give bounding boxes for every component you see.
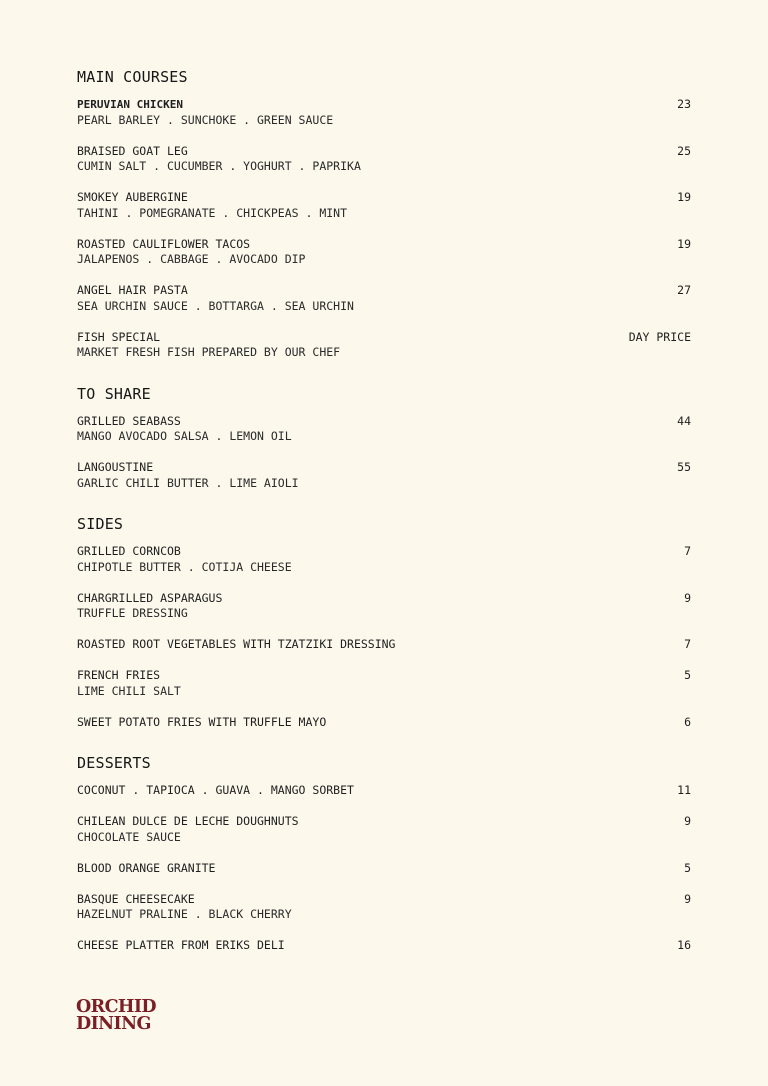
item-name: ANGEL HAIR PASTA xyxy=(77,283,188,297)
item-price: 6 xyxy=(684,714,691,729)
section-desserts xyxy=(77,752,691,954)
item-name: BLOOD ORANGE GRANITE xyxy=(77,860,216,875)
item-name: ROASTED CAULIFLOWER TACOS xyxy=(77,236,251,251)
item-price: 11 xyxy=(677,783,691,797)
item-price: 5 xyxy=(684,668,691,682)
menu-item xyxy=(77,144,691,175)
item-description: CHIPOTLE BUTTER . COTIJA CHEESE xyxy=(77,559,292,574)
item-price: 7 xyxy=(684,637,691,651)
menu-item xyxy=(77,591,691,622)
section-to-share xyxy=(77,383,691,492)
item-name: COCONUT . TAPIOCA . GUAVA . MANGO SORBET xyxy=(77,783,354,797)
item-name: LANGOUSTINE xyxy=(77,460,154,474)
item-description: PEARL BARLEY . SUNCHOKE . GREEN SAUCE xyxy=(77,112,334,127)
menu-item xyxy=(77,668,691,699)
menu-item xyxy=(77,715,691,731)
section-title: SIDES xyxy=(77,515,124,533)
menu-item xyxy=(77,938,691,954)
item-price: 16 xyxy=(677,938,691,952)
item-price: 9 xyxy=(684,590,691,605)
menu-item xyxy=(77,783,691,799)
item-name: FRENCH FRIES xyxy=(77,668,161,682)
section-main-courses xyxy=(77,66,691,361)
logo-line-1: ORCHID xyxy=(76,997,157,1017)
section-title: MAIN COURSES xyxy=(77,68,188,86)
item-description: TAHINI . POMEGRANATE . CHICKPEAS . MINT xyxy=(77,205,348,220)
item-price: 55 xyxy=(677,460,691,474)
menu-item xyxy=(77,544,691,575)
section-title: TO SHARE xyxy=(77,384,151,403)
item-price: 7 xyxy=(684,544,691,558)
menu xyxy=(77,66,691,954)
menu-item xyxy=(77,892,691,923)
item-price: 44 xyxy=(677,413,691,428)
section-sides xyxy=(77,513,691,730)
menu-item xyxy=(77,330,691,361)
item-price: 19 xyxy=(677,190,691,204)
item-name: ROASTED ROOT VEGETABLES WITH TZATZIKI DRESSING xyxy=(77,637,396,651)
item-description: HAZELNUT PRALINE . BLACK CHERRY xyxy=(77,907,292,921)
item-description: MARKET FRESH FISH PREPARED BY OUR CHEF xyxy=(77,345,341,359)
item-price: 23 xyxy=(677,97,691,111)
item-name: BASQUE CHEESECAKE xyxy=(77,891,195,906)
item-name: CHEESE PLATTER FROM ERIKS DELI xyxy=(77,938,285,952)
menu-item xyxy=(77,460,691,491)
section-title: DESSERTS xyxy=(77,754,151,772)
item-description: GARLIC CHILI BUTTER . LIME AIOLI xyxy=(77,475,299,490)
item-description: MANGO AVOCADO SALSA . LEMON OIL xyxy=(77,429,292,443)
item-description: JALAPENOS . CABBAGE . AVOCADO DIP xyxy=(77,252,306,266)
logo-line-2: DINING xyxy=(76,1013,151,1034)
menu-item xyxy=(77,861,691,877)
menu-item xyxy=(77,414,691,445)
item-price: 27 xyxy=(677,283,691,297)
item-description: SEA URCHIN SAUCE . BOTTARGA . SEA URCHIN xyxy=(77,298,354,313)
menu-item xyxy=(77,237,691,268)
item-description: LIME CHILI SALT xyxy=(77,683,181,698)
item-description: CHOCOLATE SAUCE xyxy=(77,829,181,844)
item-name: CHILEAN DULCE DE LECHE DOUGHNUTS xyxy=(77,814,299,828)
item-price: DAY PRICE xyxy=(628,329,691,344)
item-name: SMOKEY AUBERGINE xyxy=(77,190,188,204)
menu-item xyxy=(77,637,691,653)
item-price: 5 xyxy=(684,860,691,875)
item-name: BRAISED GOAT LEG xyxy=(77,143,188,158)
item-price: 25 xyxy=(677,143,691,158)
item-name: FISH SPECIAL xyxy=(77,329,161,344)
item-price: 9 xyxy=(684,891,691,906)
item-name: SWEET POTATO FRIES WITH TRUFFLE MAYO xyxy=(77,714,327,729)
menu-item xyxy=(77,190,691,221)
menu-item xyxy=(77,283,691,314)
item-description: CUMIN SALT . CUCUMBER . YOGHURT . PAPRIKA xyxy=(77,159,361,173)
item-name: CHARGRILLED ASPARAGUS xyxy=(77,590,223,605)
restaurant-logo xyxy=(76,999,156,1032)
item-price: 19 xyxy=(677,236,691,251)
item-name: PERUVIAN CHICKEN xyxy=(77,98,183,111)
item-name: GRILLED SEABASS xyxy=(77,413,181,428)
menu-item xyxy=(77,814,691,845)
menu-item xyxy=(77,97,691,128)
item-name: GRILLED CORNCOB xyxy=(77,544,181,558)
item-description: TRUFFLE DRESSING xyxy=(77,606,188,620)
item-price: 9 xyxy=(684,814,691,828)
